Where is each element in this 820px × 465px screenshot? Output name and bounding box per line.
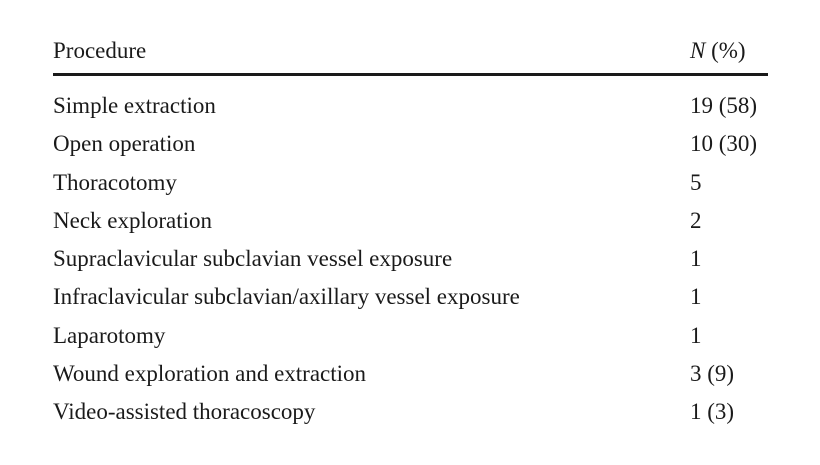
table-row <box>0 321 820 351</box>
header-rule <box>53 73 768 76</box>
header-n-percent <box>690 36 746 66</box>
table-row <box>0 282 820 312</box>
header-percent-label: (%) <box>705 38 746 63</box>
table-row <box>0 168 820 198</box>
row-procedure: Laparotomy <box>53 323 166 348</box>
row-n: 1 <box>690 246 702 271</box>
row-n: 2 <box>690 208 702 233</box>
row-n: 19 (58) <box>690 93 758 118</box>
row-procedure: Infraclavicular subclavian/axillary vessel exposure <box>53 284 520 309</box>
row-procedure: Open operation <box>53 131 196 156</box>
table-row <box>0 91 820 121</box>
table-row <box>0 206 820 236</box>
row-procedure: Simple extraction <box>53 93 216 118</box>
table-row <box>0 129 820 159</box>
row-procedure: Video-assisted thoracoscopy <box>53 399 316 424</box>
row-n: 10 (30) <box>690 131 758 156</box>
row-n: 1 <box>690 323 702 348</box>
row-procedure: Wound exploration and extraction <box>53 361 367 386</box>
row-procedure: Neck exploration <box>53 208 213 233</box>
table-row <box>0 397 820 427</box>
row-procedure: Supraclavicular subclavian vessel exposure <box>53 246 453 271</box>
row-n: 1 <box>690 284 702 309</box>
header-n-symbol: N <box>690 38 706 63</box>
row-n: 1 (3) <box>690 399 735 424</box>
table-row <box>0 244 820 274</box>
table-header-row <box>0 36 820 66</box>
header-procedure: Procedure <box>53 38 147 63</box>
row-n: 5 <box>690 170 702 195</box>
row-procedure: Thoracotomy <box>53 170 177 195</box>
table-row <box>0 359 820 389</box>
row-n: 3 (9) <box>690 361 735 386</box>
